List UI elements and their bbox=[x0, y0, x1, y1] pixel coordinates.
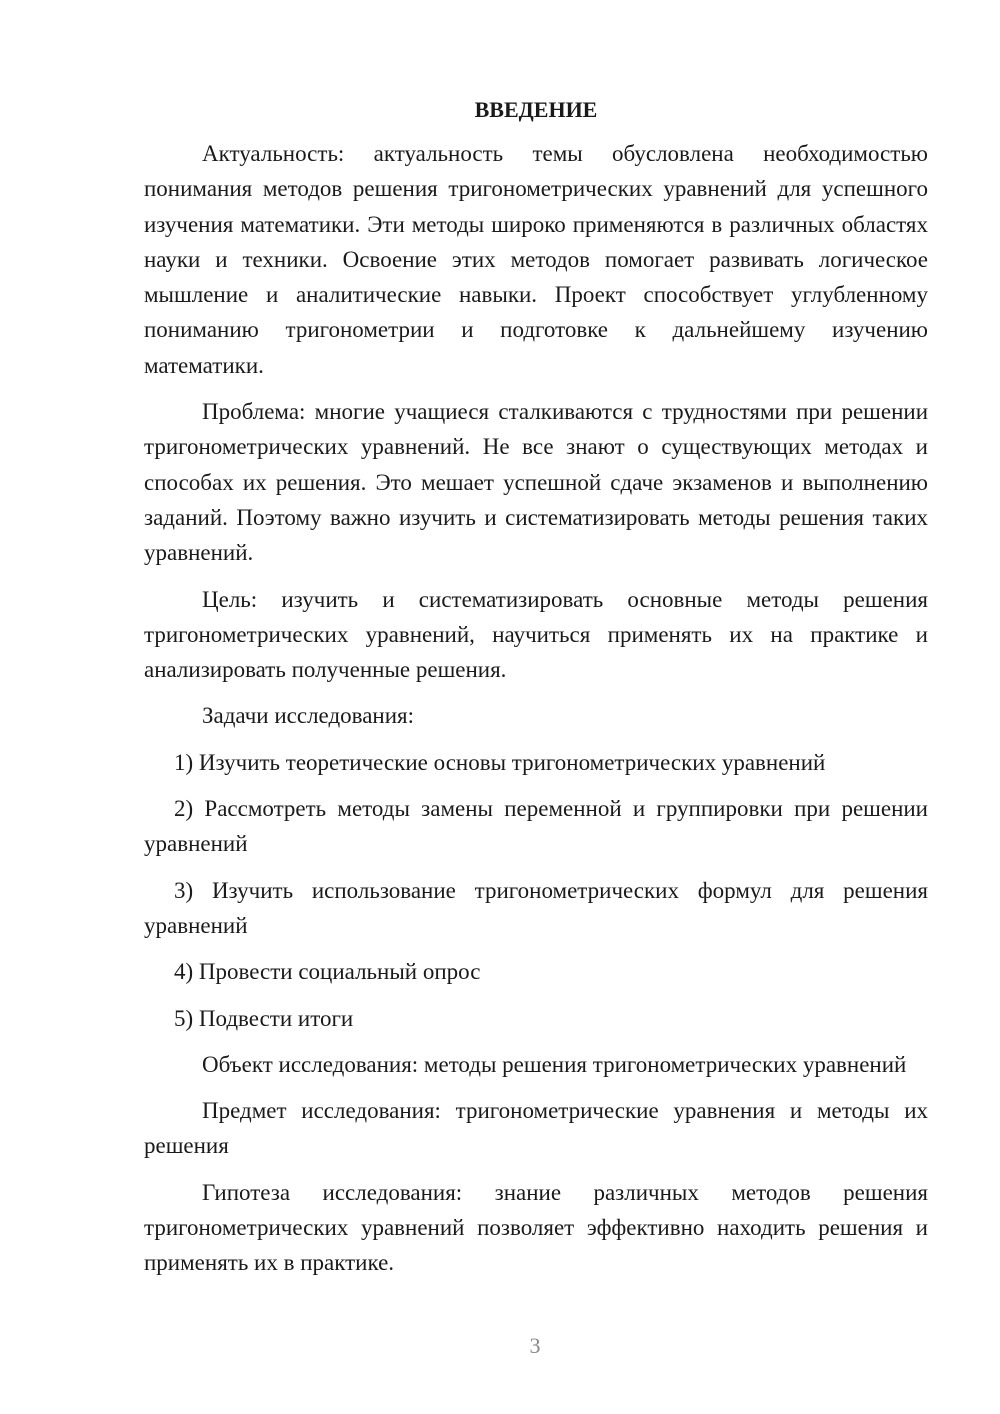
hypothesis-paragraph: Гипотеза исследования: знание различных методов решения тригонометрических уравнений позволяет эффективно находить решения и применять их в практике. bbox=[144, 1179, 928, 1276]
research-object-paragraph: Объект исследования: методы решения тригонометрических уравнений bbox=[202, 1051, 907, 1077]
section-title: ВВЕДЕНИЕ bbox=[474, 97, 598, 122]
tasks-heading: Задачи исследования: bbox=[202, 703, 415, 729]
research-subject-paragraph: Предмет исследования: тригонометрические уравнения и методы их решения bbox=[144, 1098, 928, 1159]
task-item-3: 3) Изучить использование тригонометрических формул для решения уравнений bbox=[144, 877, 928, 938]
problem-paragraph: Проблема: многие учащиеся сталкиваются с трудностями при решении тригонометрических уравнений. Не все знают о существующих методах и способах их решения. Это мешает успешной сдаче экзаменов и выполнению заданий. Поэтому важно изучить и систематизировать методы решения таких уравнений. bbox=[144, 399, 928, 566]
task-item-2: 2) Рассмотреть методы замены переменной и группировки при решении уравнений bbox=[144, 796, 928, 857]
goal-paragraph: Цель: изучить и систематизировать основные методы решения тригонометрических уравнений, научиться применять их на практике и анализировать полученные решения. bbox=[144, 586, 928, 683]
document-page bbox=[144, 92, 928, 1292]
page-number: 3 bbox=[529, 1333, 541, 1358]
task-item-1: 1) Изучить теоретические основы тригонометрических уравнений bbox=[174, 749, 826, 775]
relevance-paragraph: Актуальность: актуальность темы обусловлена необходимостью понимания методов решения тригонометрических уравнений для успешного изучения математики. Эти методы широко применяются в различных областях науки и техники. Освоение этих методов помогает развивать логическое мышление и аналитические навыки. Проект способствует углубленному пониманию тригонометрии и подготовке к дальнейшему изучению математики. bbox=[144, 141, 928, 378]
task-item-5: 5) Подвести итоги bbox=[174, 1005, 354, 1031]
task-item-4: 4) Провести социальный опрос bbox=[174, 959, 481, 985]
